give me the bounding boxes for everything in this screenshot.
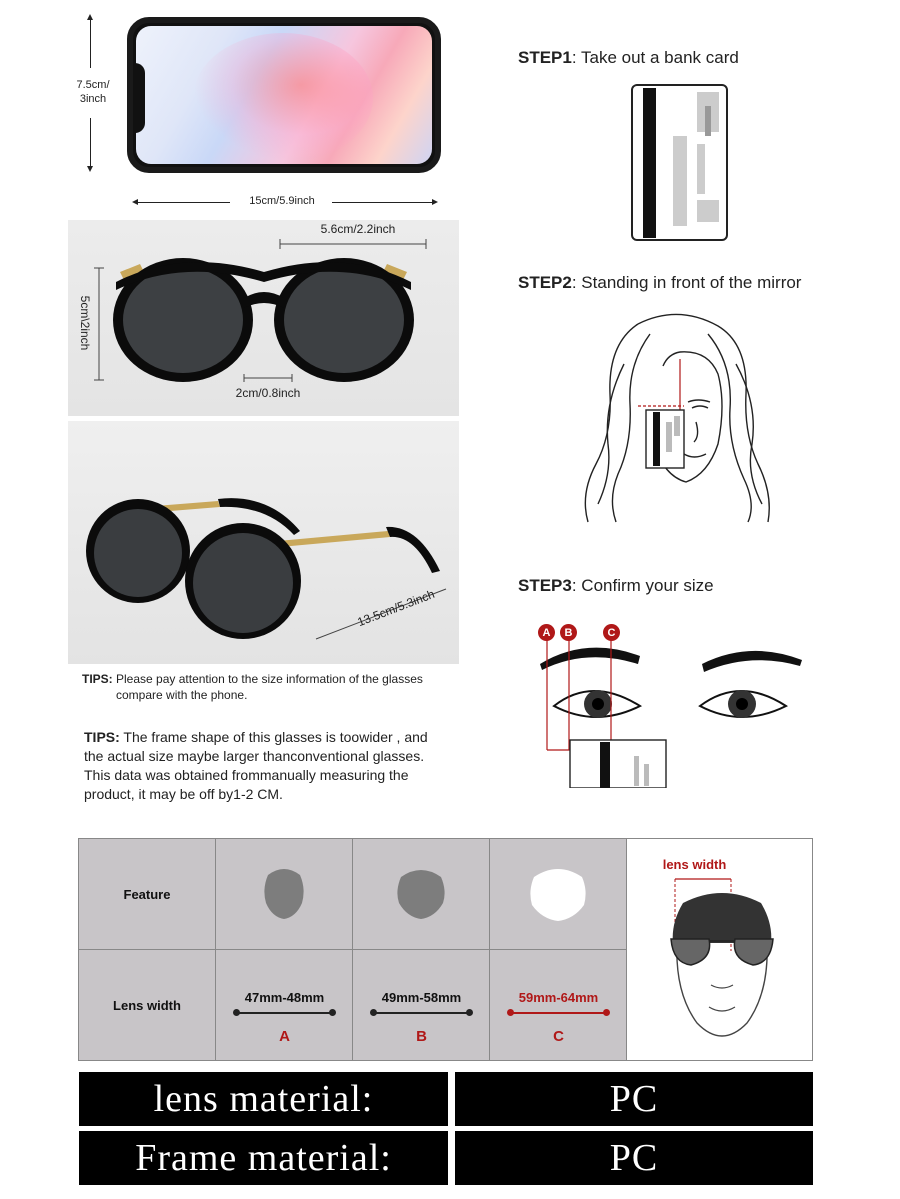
range-c-text: 59mm-64mm (518, 990, 599, 1005)
step3-label: STEP3 (518, 576, 572, 595)
tips2-line4: product, it may be off by1-2 CM. (84, 786, 283, 802)
phone-height-label (70, 78, 116, 106)
bridge-width-dimension-label: 2cm/0.8inch (235, 386, 301, 400)
glasses-front-photo (68, 220, 459, 416)
face-shape-large (490, 839, 627, 950)
eyes-measurement-illustration (536, 620, 808, 788)
lens-material-label-text: lens material: (153, 1078, 374, 1120)
width-dimension-line-left (138, 202, 230, 203)
tips1-line1: Please pay attention to the size information of the glasses (116, 672, 423, 686)
face-shape-medium (353, 839, 490, 950)
lens-width-caption: lens width (662, 857, 727, 872)
frame-material-label-text: Frame material: (135, 1137, 392, 1179)
range-c-bar (510, 1012, 607, 1014)
range-a-text: 47mm-48mm (244, 990, 325, 1005)
lens-width-row-label (79, 950, 216, 1061)
tips1-line2: compare with the phone. (116, 688, 248, 702)
range-dot-icon (370, 1009, 377, 1016)
range-dot-icon (329, 1009, 336, 1016)
range-b-bar (373, 1012, 470, 1014)
phone-width-label: 15cm/5.9inch (249, 195, 315, 207)
face-silhouette-icon (216, 839, 353, 950)
face-silhouette-icon (490, 839, 627, 950)
range-dot-icon (603, 1009, 610, 1016)
range-b-letter: B (416, 1028, 427, 1045)
phone-notch (131, 63, 145, 133)
lens-width-label-text: Lens width (113, 997, 181, 1013)
tips2-line2: the actual size maybe larger thanconventional glasses. (84, 748, 425, 764)
step3-text: : Confirm your size (571, 576, 714, 595)
tips1-label: TIPS: (82, 672, 113, 686)
tips2-line1: The frame shape of this glasses is toowider , and (123, 729, 428, 745)
glasses-side-photo (68, 421, 459, 664)
width-dimension-line-right (332, 202, 432, 203)
feature-row-label (79, 839, 216, 950)
range-dot-icon (507, 1009, 514, 1016)
bank-card-icon (631, 84, 728, 241)
lens-width-range-b (353, 950, 490, 1061)
tips2-line3: This data was obtained frommanually measuring the (84, 767, 409, 783)
feature-table (78, 838, 813, 1061)
range-dot-icon (466, 1009, 473, 1016)
face-silhouette-icon (353, 839, 490, 950)
lens-width-dimension-label: 5.6cm/2.2inch (320, 222, 396, 236)
phone-wallpaper-wave (193, 33, 373, 163)
face-shape-small (216, 839, 353, 950)
step3-title (518, 576, 714, 596)
feature-label-text: Feature (123, 886, 171, 902)
lens-material-value-text: PC (609, 1078, 659, 1120)
temple-length-dimension-label: 13.5cm/5.3inch (355, 586, 437, 630)
range-c-letter: C (553, 1028, 564, 1045)
phone-image (127, 17, 441, 173)
frame-material-label (79, 1131, 448, 1185)
step2-label: STEP2 (518, 273, 572, 292)
woman-mirror-illustration (568, 304, 786, 526)
lens-material-value (455, 1072, 813, 1126)
lens-material-label (79, 1072, 448, 1126)
tips2-label: TIPS: (84, 729, 120, 745)
range-a-letter: A (279, 1028, 290, 1045)
lens-width-range-a (216, 950, 353, 1061)
arrow-right-icon (432, 199, 438, 205)
range-a-bar (236, 1012, 333, 1014)
step1-label: STEP1 (518, 48, 572, 67)
marker-b-icon: B (560, 624, 577, 641)
step1-text: : Take out a bank card (571, 48, 739, 67)
range-dot-icon (233, 1009, 240, 1016)
frame-material-value (455, 1131, 813, 1185)
tips-frame-note (84, 728, 484, 804)
step1-title (518, 48, 739, 68)
height-dimension-line-top (90, 18, 91, 68)
face-with-glasses-icon (647, 873, 797, 1059)
arrow-down-icon (87, 166, 93, 172)
phone-height-label-line1: 7.5cm/ (76, 79, 110, 91)
lens-width-range-c (490, 950, 627, 1061)
range-b-text: 49mm-58mm (381, 990, 462, 1005)
sunglasses-side-icon (68, 421, 459, 664)
marker-a-icon: A (538, 624, 555, 641)
frame-material-value-text: PC (609, 1137, 659, 1179)
lens-height-dimension-label: 5cm\2inch (78, 295, 92, 351)
lens-width-illustration (627, 839, 812, 1060)
tips-size-note (82, 671, 482, 703)
step2-text: : Standing in front of the mirror (571, 273, 802, 292)
step2-title (518, 273, 801, 293)
phone-height-label-line2: 3inch (79, 93, 107, 105)
marker-c-icon: C (603, 624, 620, 641)
height-dimension-line-bottom (90, 118, 91, 168)
